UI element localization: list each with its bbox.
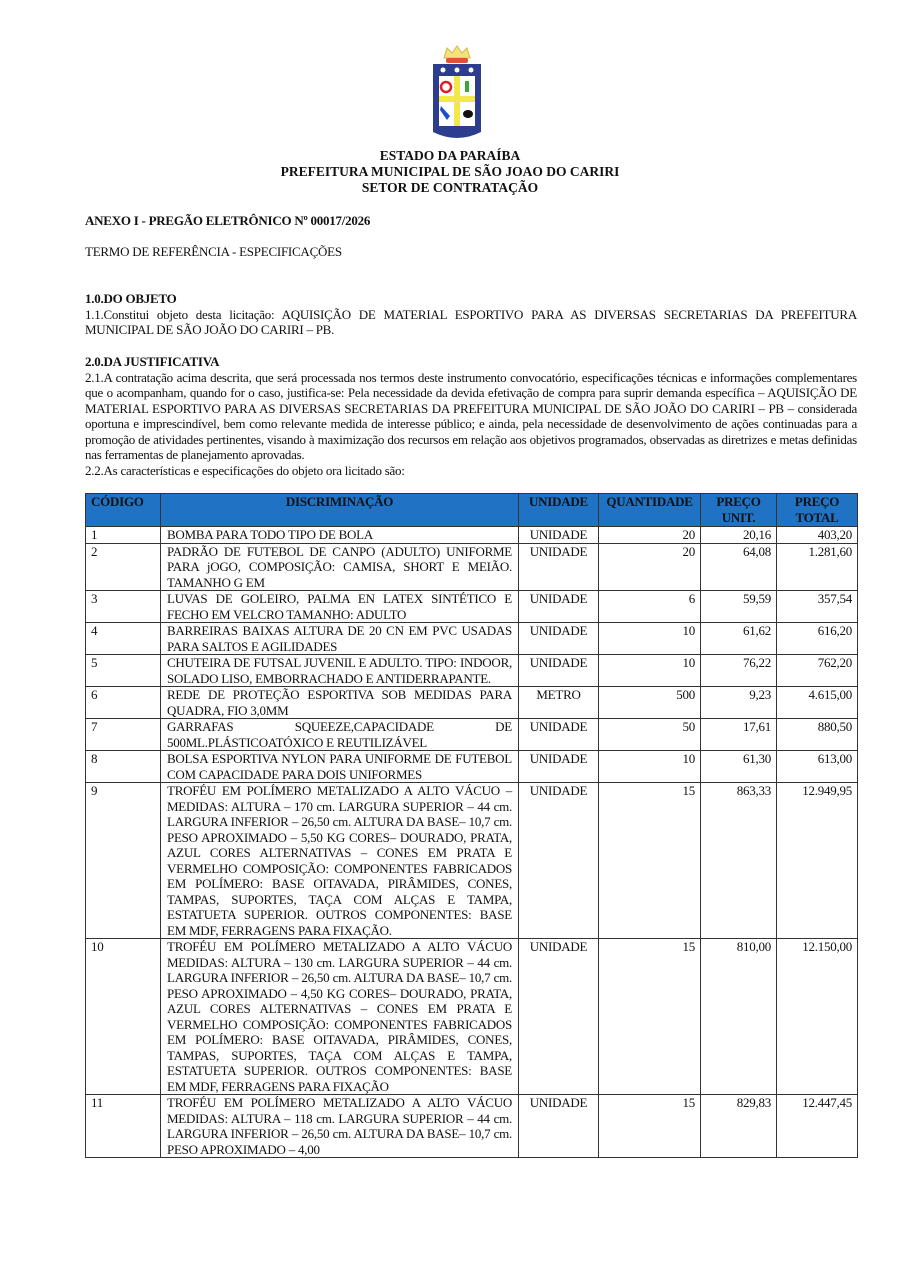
cell-code: 7: [86, 719, 161, 751]
cell-code: 11: [86, 1095, 161, 1158]
cell-unit: METRO: [519, 687, 599, 719]
section-object-title: 1.0.DO OBJETO: [85, 291, 177, 306]
section-justification-text2: 2.2.As características e especificações do objeto ora licitado são:: [85, 462, 405, 478]
col-header-code: CÓDIGO: [86, 494, 161, 527]
cell-code: 5: [86, 655, 161, 687]
cell-total: 762,20: [777, 655, 858, 687]
cell-desc: PADRÃO DE FUTEBOL DE CANPO (ADULTO) UNIFORME PARA jOGO, COMPOSIÇÃO: CAMISA, SHORT E MEIÃO. TAMANHO G EM: [161, 543, 519, 591]
cell-unit: UNIDADE: [519, 655, 599, 687]
cell-qty: 10: [599, 751, 701, 783]
cell-desc: BOLSA ESPORTIVA NYLON PARA UNIFORME DE FUTEBOL COM CAPACIDADE PARA DOIS UNIFORMES: [161, 751, 519, 783]
cell-unit: UNIDADE: [519, 591, 599, 623]
cell-price: 863,33: [701, 783, 777, 939]
table-row: [86, 623, 858, 655]
cell-desc: BOMBA PARA TODO TIPO DE BOLA: [161, 527, 519, 544]
cell-total: 1.281,60: [777, 543, 858, 591]
cell-desc: TROFÉU EM POLÍMERO METALIZADO A ALTO VÁCUO – MEDIDAS: ALTURA – 170 cm. LARGURA SUPERIOR – 44 cm. LARGURA INFERIOR – 26,50 cm. ALTURA DA BASE– 10,7 cm. PESO APROXIMADO – 5,50 KG CORES– DOURADO, PRATA, AZUL CORES ALTERNATIVAS – CONES EM PRATA E VERMELHO COMPOSIÇÃO: COMPONENTES FABRICADOS EM POLÍMERO: BASE OITAVADA, PIRÂMIDES, CONES, TAMPAS, SUPORTES, TAÇA COM ALÇAS E TAMPA, ESTATUETA SUPERIOR. OUTROS COMPONENTES: BASE EM MDF, FERRAGENS PARA FIXAÇÃO.: [161, 783, 519, 939]
cell-price: 829,83: [701, 1095, 777, 1158]
cell-qty: 500: [599, 687, 701, 719]
cell-price: 59,59: [701, 591, 777, 623]
table-row: [86, 527, 858, 544]
cell-desc: LUVAS DE GOLEIRO, PALMA EN LATEX SINTÉTICO E FECHO EM VELCRO TAMANHO: ADULTO: [161, 591, 519, 623]
cell-code: 3: [86, 591, 161, 623]
section-justification: [85, 354, 857, 478]
cell-desc: TROFÉU EM POLÍMERO METALIZADO A ALTO VÁCUO MEDIDAS: ALTURA – 130 cm. LARGURA SUPERIOR – 44 cm. LARGURA INFERIOR – 26,50 cm. ALTURA DA BASE– 10,7 cm. PESO APROXIMADO – 4,50 KG CORES– DOURADO, PRATA, AZUL CORES ALTERNATIVAS – CONES EM PRATA E VERMELHO COMPOSIÇÃO: COMPONENTES FABRICADOS EM POLÍMERO: BASE OITAVADA, PIRÂMIDES, CONES, TAMPAS, SUPORTES, TAÇA COM ALÇAS E TAMPA, ESTATUETA SUPERIOR. OUTROS COMPONENTES: BASE EM MDF, FERRAGENS PARA FIXAÇÃO: [161, 939, 519, 1095]
cell-desc: CHUTEIRA DE FUTSAL JUVENIL E ADULTO. TIPO: INDOOR, SOLADO LISO, EMBORRACHADO E ANTIDERRAPANTE.: [161, 655, 519, 687]
cell-total: 12.949,95: [777, 783, 858, 939]
header-state: ESTADO DA PARAÍBA: [379, 148, 521, 163]
cell-total: 357,54: [777, 591, 858, 623]
cell-price: 17,61: [701, 719, 777, 751]
table-row: [86, 719, 858, 751]
cell-qty: 10: [599, 655, 701, 687]
cell-code: 10: [86, 939, 161, 1095]
cell-unit: UNIDADE: [519, 527, 599, 544]
annex-title: ANEXO I - PREGÃO ELETRÔNICO Nº 00017/2026: [85, 213, 371, 228]
cell-price: 20,16: [701, 527, 777, 544]
cell-qty: 6: [599, 591, 701, 623]
section-object: [85, 291, 857, 338]
cell-unit: UNIDADE: [519, 751, 599, 783]
cell-desc: REDE DE PROTEÇÃO ESPORTIVA SOB MEDIDAS PARA QUADRA, FIO 3,0MM: [161, 687, 519, 719]
cell-code: 2: [86, 543, 161, 591]
items-table: [85, 493, 858, 1158]
cell-price: 76,22: [701, 655, 777, 687]
reference-term-title: TERMO DE REFERÊNCIA - ESPECIFICAÇÕES: [85, 244, 342, 259]
col-header-unit: UNIDADE: [519, 494, 599, 527]
cell-code: 8: [86, 751, 161, 783]
header-municipality: PREFEITURA MUNICIPAL DE SÃO JOAO DO CARIRI: [280, 164, 620, 179]
table-row: [86, 1095, 858, 1158]
table-header-row: [86, 494, 858, 527]
cell-unit: UNIDADE: [519, 939, 599, 1095]
cell-qty: 20: [599, 527, 701, 544]
cell-total: 12.447,45: [777, 1095, 858, 1158]
col-header-total-price: PREÇO TOTAL: [777, 494, 858, 527]
cell-total: 880,50: [777, 719, 858, 751]
section-object-text: 1.1.Constitui objeto desta licitação: AQUISIÇÃO DE MATERIAL ESPORTIVO PARA AS DIVERSAS SECRETARIAS DA PREFEITURA MUNICIPAL DE SÃO JOÃO DO CARIRI – PB.: [85, 306, 857, 337]
coat-of-arms-logo: [432, 44, 482, 144]
cell-desc: TROFÉU EM POLÍMERO METALIZADO A ALTO VÁCUO MEDIDAS: ALTURA – 118 cm. LARGURA SUPERIOR – 44 cm. LARGURA INFERIOR – 26,50 cm. ALTURA DA BASE– 10,7 cm. PESO APROXIMADO – 4,00: [161, 1095, 519, 1158]
cell-total: 403,20: [777, 527, 858, 544]
cell-unit: UNIDADE: [519, 623, 599, 655]
cell-desc: GARRAFAS SQUEEZE,CAPACIDADE DE 500ML.PLÁSTICOATÓXICO E REUTILIZÁVEL: [161, 719, 519, 751]
cell-qty: 15: [599, 939, 701, 1095]
cell-total: 616,20: [777, 623, 858, 655]
table-row: [86, 655, 858, 687]
cell-desc: BARREIRAS BAIXAS ALTURA DE 20 CN EM PVC USADAS PARA SALTOS E AGILIDADES: [161, 623, 519, 655]
cell-code: 4: [86, 623, 161, 655]
cell-unit: UNIDADE: [519, 719, 599, 751]
cell-price: 9,23: [701, 687, 777, 719]
col-header-unit-price: PREÇO UNIT.: [701, 494, 777, 527]
cell-unit: UNIDADE: [519, 543, 599, 591]
cell-qty: 15: [599, 783, 701, 939]
cell-total: 12.150,00: [777, 939, 858, 1095]
cell-qty: 20: [599, 543, 701, 591]
table-row: [86, 751, 858, 783]
cell-qty: 50: [599, 719, 701, 751]
cell-price: 61,30: [701, 751, 777, 783]
document-header: [0, 148, 900, 196]
table-row: [86, 591, 858, 623]
table-row: [86, 543, 858, 591]
cell-price: 810,00: [701, 939, 777, 1095]
cell-qty: 10: [599, 623, 701, 655]
col-header-description: DISCRIMINAÇÃO: [161, 494, 519, 527]
cell-total: 4.615,00: [777, 687, 858, 719]
cell-code: 6: [86, 687, 161, 719]
cell-code: 1: [86, 527, 161, 544]
table-row: [86, 939, 858, 1095]
cell-unit: UNIDADE: [519, 783, 599, 939]
cell-code: 9: [86, 783, 161, 939]
col-header-quantity: QUANTIDADE: [599, 494, 701, 527]
section-justification-text: 2.1.A contratação acima descrita, que será processada nos termos deste instrumento convocatório, especificações técnicas e informações complementares que o acompanham, quando for o caso, justifica-se: Pela necessidade da devida efetivação de compra para suprir demanda específica – AQUISIÇÃO DE MATERIAL ESPORTIVO PARA AS DIVERSAS SECRETARIAS DA PREFEITURA MUNICIPAL DE SÃO JOÃO DO CARIRI – PB – considerada oportuna e imprescindível, bem como relevante medida de interesse público; e ainda, pela necessidade de desenvolvimento de ações continuadas para a promoção de atividades pertinentes, visando à maximização dos recursos em relação aos objetivos programados, observadas as diretrizes e metas definidas nas ferramentas de planejamento aprovadas.: [85, 369, 857, 462]
header-sector: SETOR DE CONTRATAÇÃO: [361, 180, 539, 195]
cell-total: 613,00: [777, 751, 858, 783]
table-row: [86, 687, 858, 719]
section-justification-title: 2.0.DA JUSTIFICATIVA: [85, 354, 220, 369]
cell-qty: 15: [599, 1095, 701, 1158]
cell-price: 61,62: [701, 623, 777, 655]
cell-unit: UNIDADE: [519, 1095, 599, 1158]
cell-price: 64,08: [701, 543, 777, 591]
table-row: [86, 783, 858, 939]
